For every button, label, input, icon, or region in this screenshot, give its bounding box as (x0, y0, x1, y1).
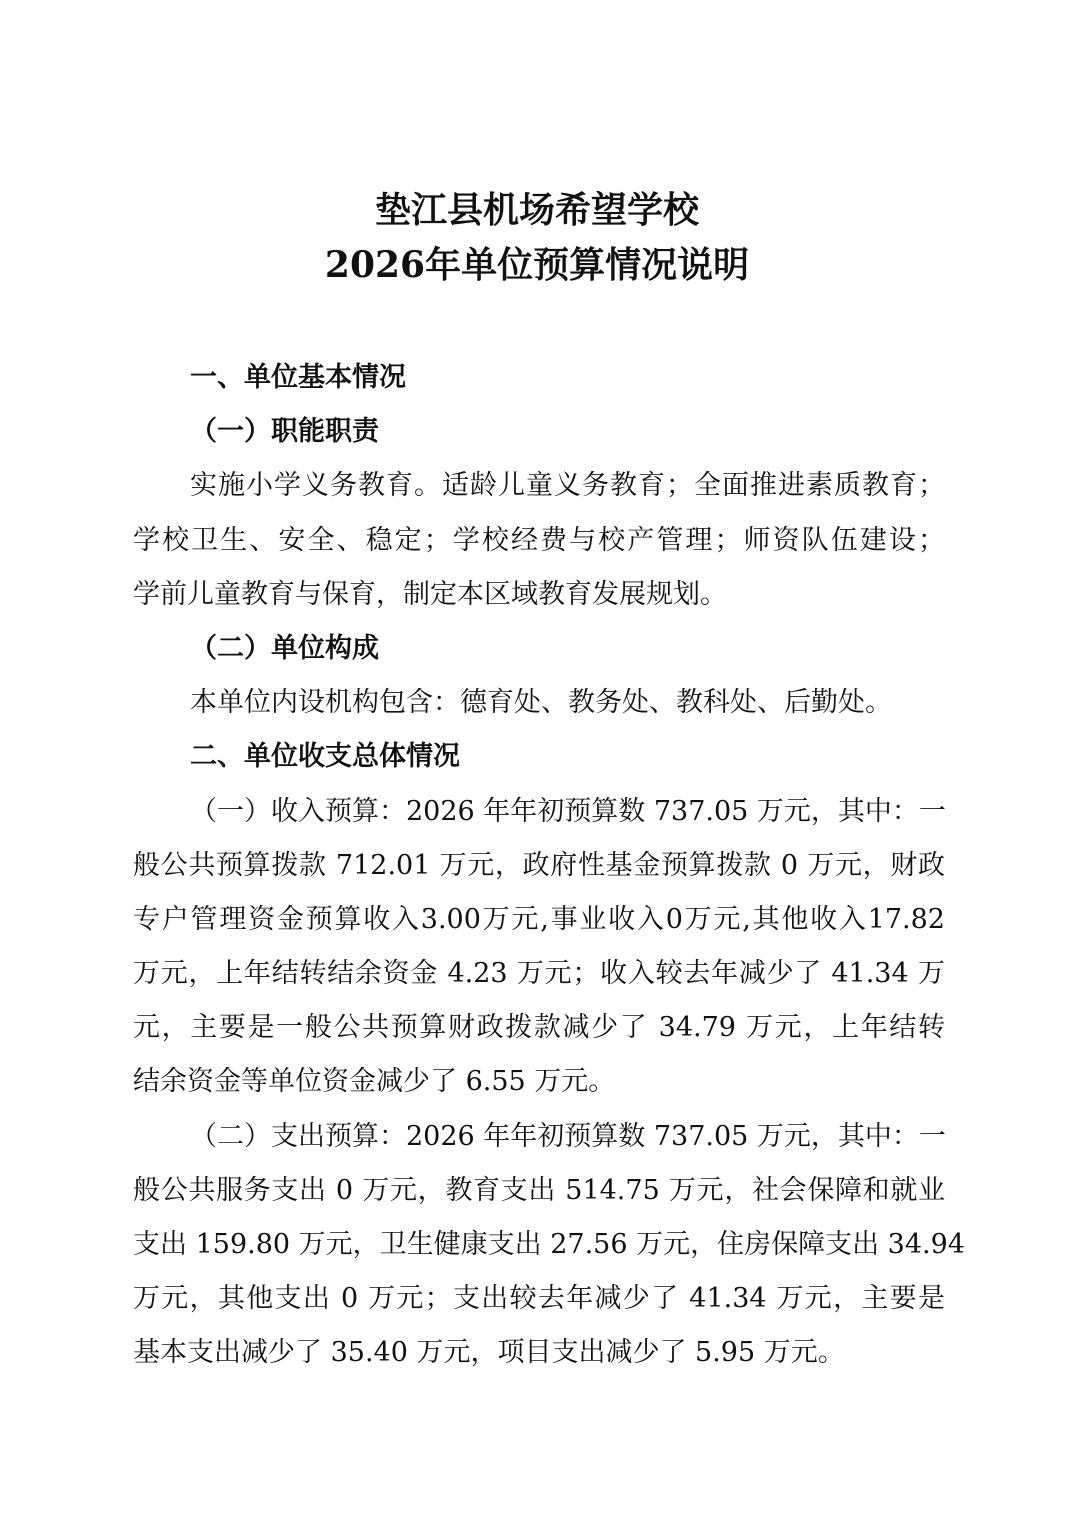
paragraph-line: 学前儿童教育与保育，制定本区域教育发展规划。 (133, 578, 727, 610)
document-title: 垫江县机场希望学校 (374, 189, 699, 231)
paragraph-line: 本单位内设机构包含：德育处、教务处、教科处、后勤处。 (190, 687, 892, 719)
paragraph-line: 元，主要是一般公共预算财政拨款减少了 34.79 万元，上年结转 (133, 1012, 945, 1044)
paragraph-line: 万元，上年结转结余资金 4.23 万元；收入较去年减少了 41.34 万 (133, 958, 945, 990)
paragraph-line: 专户管理资金预算收入3.00万元,事业收入0万元,其他收入17.82 (133, 903, 945, 935)
paragraph-line: 支出 159.80 万元，卫生健康支出 27.56 万元，住房保障支出 34.94 (133, 1229, 965, 1260)
section-heading: 一、单位基本情况 (190, 362, 406, 393)
paragraph-line: 学校卫生、安全、稳定；学校经费与校产管理；师资队伍建设； (133, 524, 945, 556)
paragraph-line: 万元，其他支出 0 万元；支出较去年减少了 41.34 万元，主要是 (133, 1283, 945, 1315)
paragraph-line: （一）收入预算：2026 年年初预算数 737.05 万元，其中：一 (190, 795, 946, 827)
document-body (133, 351, 965, 1381)
section-heading: 二、单位收支总体情况 (190, 741, 460, 773)
paragraph-line: 结余资金等单位资金减少了 6.55 万元。 (133, 1066, 616, 1098)
document-subtitle: 2026年单位预算情况说明 (324, 244, 750, 286)
paragraph-line: 般公共服务支出 0 万元，教育支出 514.75 万元，社会保障和就业 (133, 1174, 945, 1206)
paragraph-line: 基本支出减少了 35.40 万元，项目支出减少了 5.95 万元。 (133, 1337, 845, 1369)
subsection-heading: （二）单位构成 (190, 632, 379, 664)
paragraph-line: 般公共预算拨款 712.01 万元，政府性基金预算拨款 0 万元，财政 (133, 849, 945, 881)
subsection-heading: （一）职能职责 (190, 416, 379, 448)
paragraph-line: （二）支出预算：2026 年年初预算数 737.05 万元，其中：一 (190, 1120, 946, 1152)
paragraph-line: 实施小学义务教育。适龄儿童义务教育；全面推进素质教育； (190, 470, 945, 502)
